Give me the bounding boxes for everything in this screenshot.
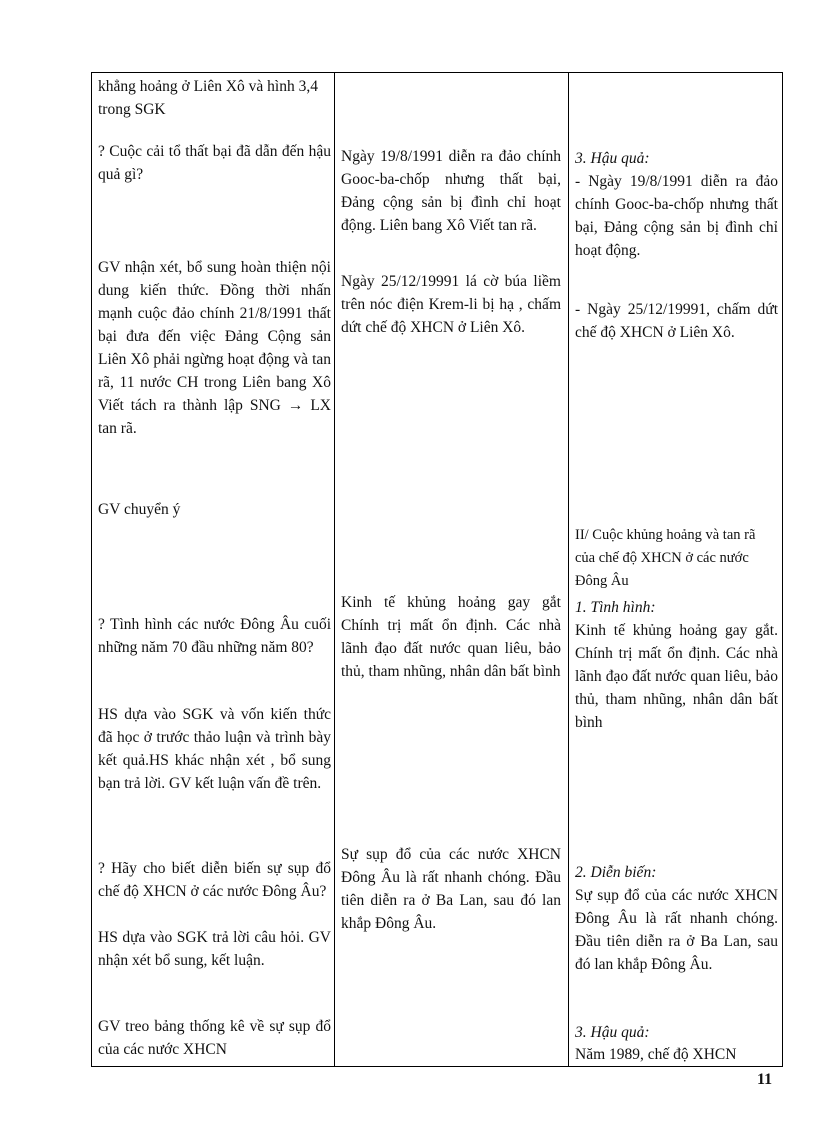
content-text: Ngày 19/8/1991 diễn ra đảo chính Gooc-ba-chốp nhưng thất bại, Đảng cộng sản bị đình chỉ hoạt động. Liên bang Xô Viết tan rã. [341,148,561,234]
column-divider-1 [334,73,335,1066]
heading-consequence: 3. Hậu quả: [575,150,650,167]
question-text: ? Tình hình các nước Đông Âu cuối những năm 70 đầu những năm 80? [98,616,331,656]
section-title: II/ Cuộc khủng hoảng và tan rã của chế độ XHCN ở các nước Đông Âu [575,527,756,589]
knowledge-text: Năm 1989, chế độ XHCN [575,1046,737,1063]
question-text: ? Cuộc cải tổ thất bại đã dẫn đến hậu quả gì? [98,143,331,183]
heading-situation: 1. Tình hình: [575,599,656,616]
activity-column [98,73,331,1066]
activity-text: HS dựa vào SGK và vốn kiến thức đã học ở trước thảo luận và trình bày kết quả.HS khác nhận xét , bổ sung bạn trả lời. GV kết luận vấn đề trên. [98,706,331,792]
content-column [341,73,561,1066]
activity-text: HS dựa vào SGK trả lời câu hỏi. GV nhận xét bổ sung, kết luận. [98,929,331,969]
activity-text: GV treo bảng thống kê về sự sụp đổ của các nước XHCN [98,1018,331,1058]
knowledge-text: Kinh tế khủng hoảng gay gắt. Chính trị mất ổn định. Các nhà lãnh đạo đất nước quan liêu, bảo thủ, tham nhũng, nhân dân bất bình [575,622,778,731]
knowledge-text: - Ngày 25/12/19991, chấm dứt chế độ XHCN ở Liên Xô. [575,301,778,341]
heading-developments: 2. Diễn biến: [575,864,657,881]
knowledge-text: Sự sụp đổ của các nước XHCN Đông Âu là rất nhanh chóng. Đầu tiên diễn ra ở Ba Lan, sau đó lan khắp Đông Âu. [575,887,778,973]
activity-text: GV nhận xét, bổ sung hoàn thiện nội dung kiến thức. Đồng thời nhấn mạnh cuộc đảo chính 21/8/1991 thất bại đưa đến việc Đảng Cộng sản Liên Xô phải ngừng hoạt động và tan rã, 11 nước CH trong Liên bang Xô Viết tách ra thành lập SNG → LX tan rã. [98,259,331,437]
knowledge-column [575,73,778,1066]
question-text: ? Hãy cho biết diễn biến sự sụp đổ chế độ XHCN ở các nước Đông Âu? [98,860,331,900]
knowledge-text: - Ngày 19/8/1991 diễn ra đảo chính Gooc-ba-chốp nhưng thất bại, Đảng cộng sản bị đình chỉ hoạt động. [575,173,778,259]
activity-text: GV chuyển ý [98,501,181,518]
content-text: Kinh tế khủng hoảng gay gắt Chính trị mất ổn định. Các nhà lãnh đạo đất nước quan liêu, bảo thủ, tham nhũng, nhân dân bất bình [341,594,561,680]
heading-consequence: 3. Hậu quả: [575,1024,650,1041]
content-text: Ngày 25/12/19991 lá cờ búa liềm trên nóc điện Krem-li bị hạ , chấm dứt chế độ XHCN ở Liên Xô. [341,273,561,336]
activity-text: khẳng hoảng ở Liên Xô và hình 3,4 trong SGK [98,78,318,118]
content-text: Sự sụp đổ của các nước XHCN Đông Âu là rất nhanh chóng. Đầu tiên diễn ra ở Ba Lan, sau đó lan khắp Đông Âu. [341,846,561,932]
column-divider-2 [568,73,569,1066]
page-number: 11 [757,1071,773,1088]
lesson-table [91,72,783,1067]
